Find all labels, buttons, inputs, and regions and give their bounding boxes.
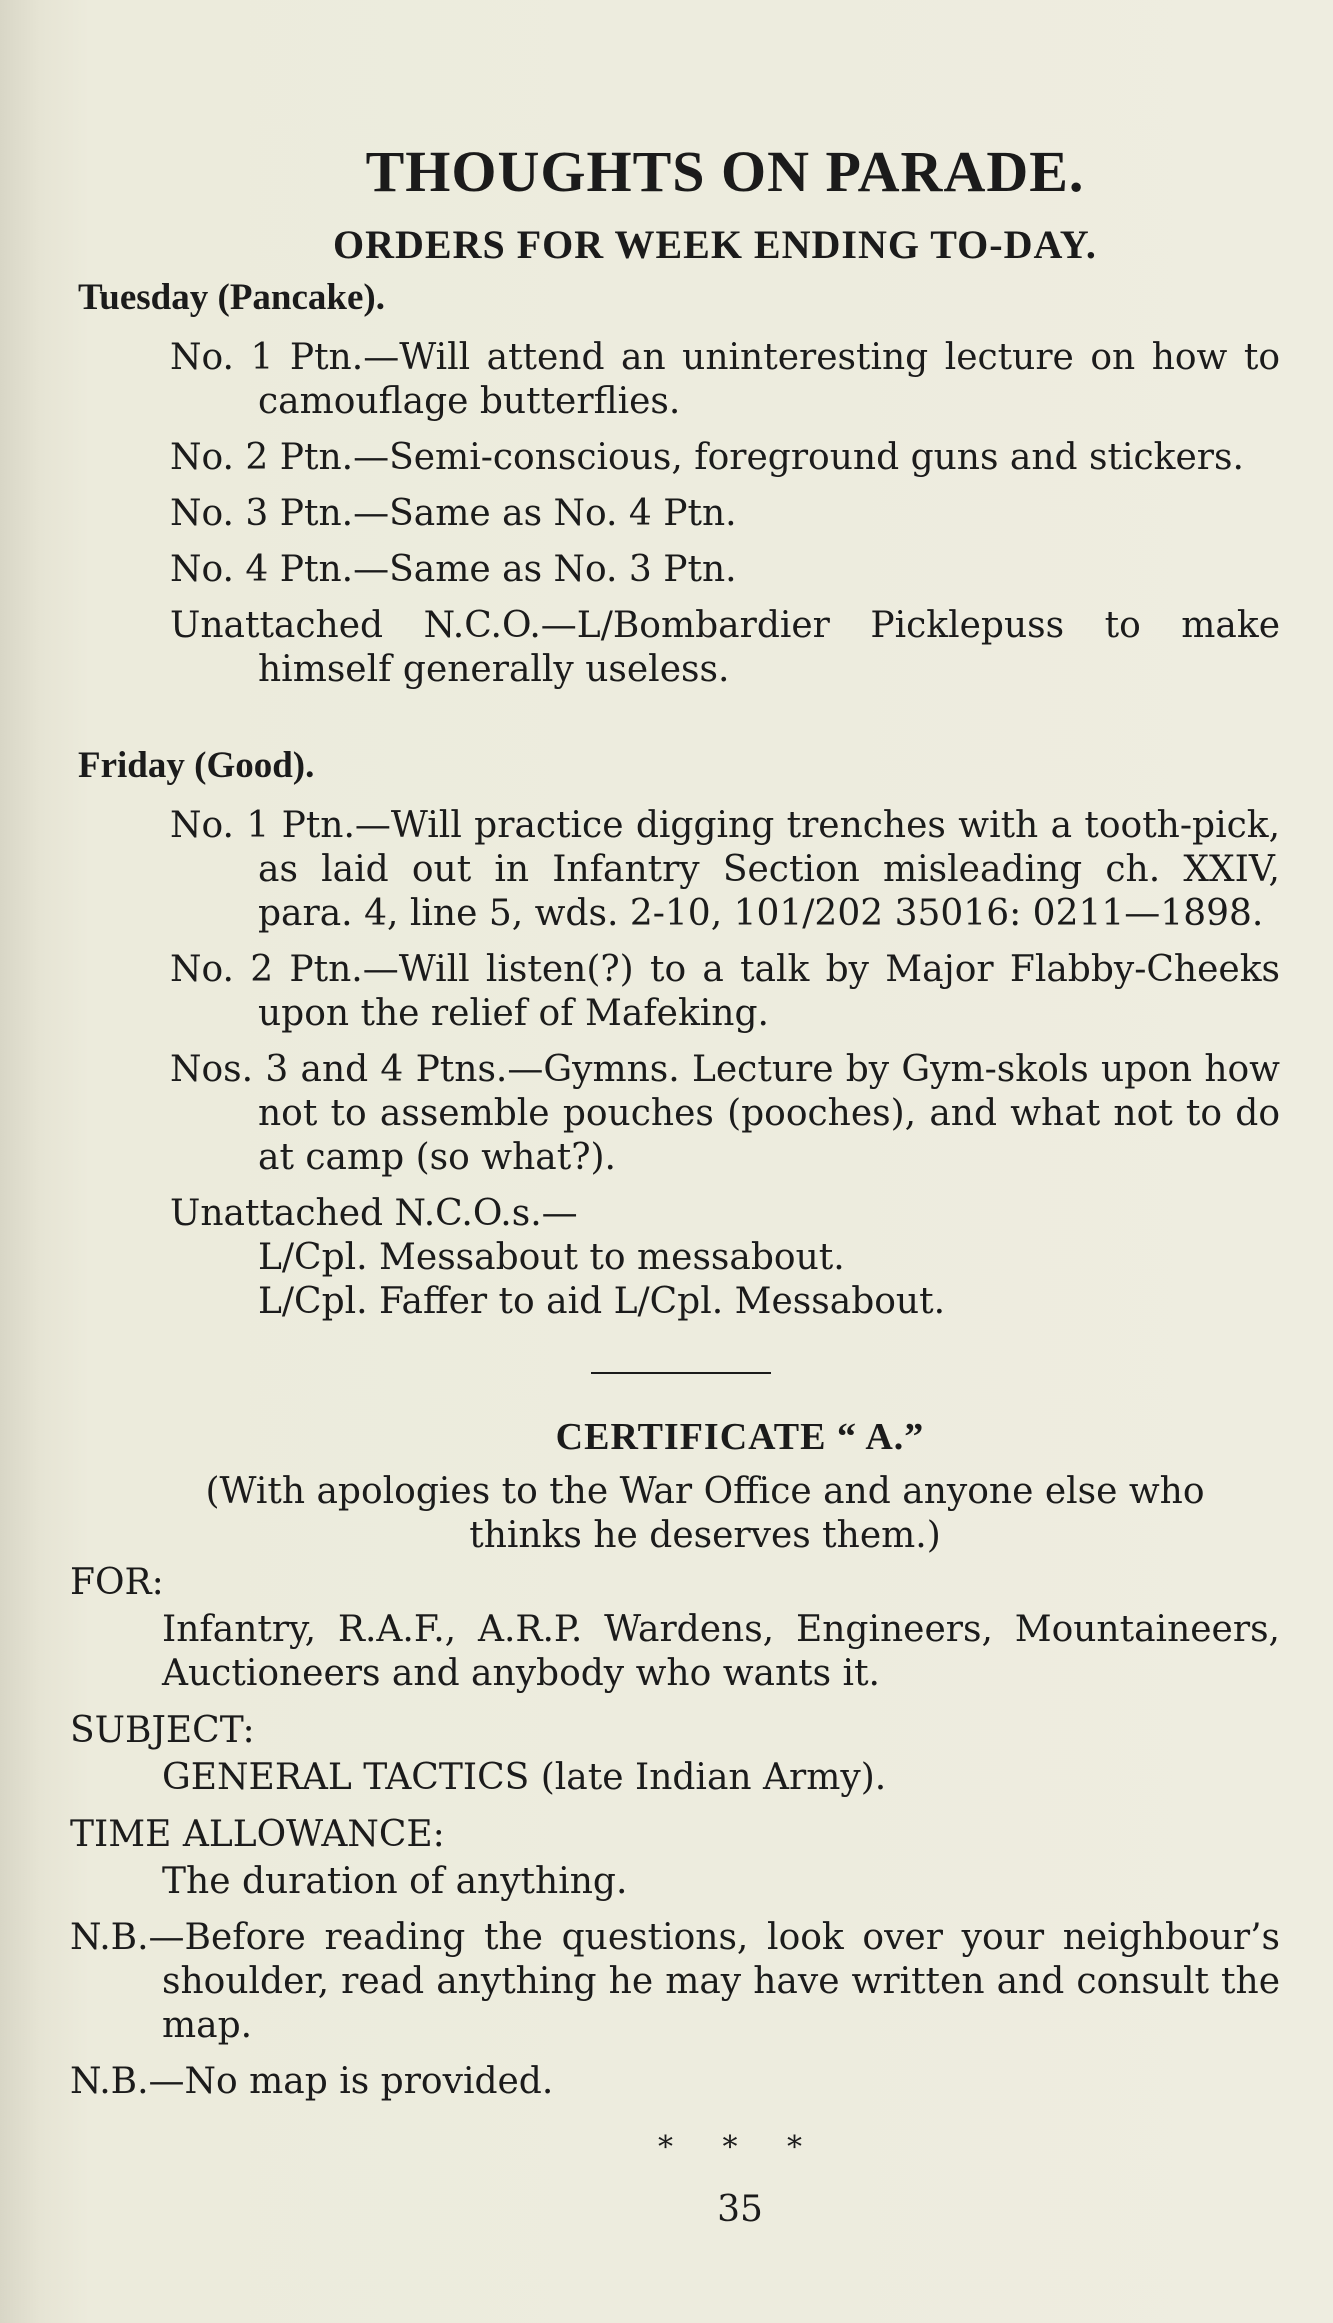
asterism: * * * — [657, 2130, 823, 2165]
day-heading-tuesday: Tuesday (Pancake). — [78, 277, 386, 318]
entry-text: —L/Bombardier Picklepuss to make himself generally useless. — [258, 605, 1280, 690]
field-heading-time-allowance: TIME ALLOWANCE: — [70, 1814, 445, 1855]
entry-text: — — [541, 1193, 578, 1234]
entry-text: —Will attend an uninteresting lecture on how to camouflage butterflies. — [258, 337, 1280, 422]
entry-text: —Will listen(?) to a talk by Major Flabby-Cheeks upon the relief of Mafeking. — [258, 949, 1281, 1034]
certificate-apology: (With apologies to the War Office and anyone else who thinks he deserves them.) — [205, 1471, 1205, 1556]
page-title: THOUGHTS ON PARADE. — [365, 139, 1085, 204]
entry-label: No. 1 Ptn. — [170, 805, 355, 846]
entry-text: —Semi-conscious, foreground guns and stickers. — [353, 437, 1244, 478]
entry-label: Nos. 3 and 4 Ptns. — [170, 1049, 508, 1090]
spacer — [70, 704, 1280, 740]
order-entry — [170, 436, 1280, 480]
order-entry — [170, 804, 1280, 936]
entry-text: —Gymns. Lecture by Gym-skols upon how not to assemble pouches (pooches), and what not to do at camp (so what?). — [258, 1049, 1280, 1178]
field-body-subject: GENERAL TACTICS (late Indian Army). — [162, 1757, 887, 1798]
field-body-for: Infantry, R.A.F., A.R.P. Wardens, Engineers, Mountaineers, Auctioneers and anybody who wants it. — [162, 1609, 1280, 1694]
order-entry — [170, 492, 1280, 536]
entry-label: No. 1 Ptn. — [170, 337, 364, 378]
order-entry — [170, 948, 1280, 1036]
order-entry — [170, 1192, 1280, 1236]
note-nb: N.B.—Before reading the questions, look over your neighbour’s shoulder, read anything he may have written and consult the map. — [70, 1917, 1280, 2046]
entry-text: —Will practice digging trenches with a tooth-pick, as laid out in Infantry Section misleading ch. XXIV, para. 4, line 5, wds. 2-10, 101/202 35016: 0211—1898. — [258, 805, 1281, 934]
order-entry — [170, 1048, 1280, 1180]
order-subline: L/Cpl. Faffer to aid L/Cpl. Messabout. — [258, 1281, 946, 1322]
day-heading-friday: Friday (Good). — [78, 745, 315, 786]
entry-text: —Same as No. 4 Ptn. — [353, 493, 737, 534]
content — [70, 132, 1280, 2232]
field-heading-for: FOR: — [70, 1562, 164, 1603]
note-nb: N.B.—No map is provided. — [70, 2061, 554, 2102]
entry-label: Unattached N.C.O. — [170, 605, 541, 646]
section-divider — [591, 1372, 771, 1374]
entry-label: No. 2 Ptn. — [170, 437, 354, 478]
entry-label: No. 3 Ptn. — [170, 493, 354, 534]
certificate-title: CERTIFICATE “ A.” — [555, 1416, 925, 1458]
entry-text: —Same as No. 3 Ptn. — [353, 549, 737, 590]
order-subline: L/Cpl. Messabout to messabout. — [258, 1237, 845, 1278]
order-entry — [170, 548, 1280, 592]
page-subtitle: ORDERS FOR WEEK ENDING TO-DAY. — [333, 222, 1097, 267]
order-entry — [170, 604, 1280, 692]
entry-label: No. 2 Ptn. — [170, 949, 363, 990]
field-heading-subject: SUBJECT: — [70, 1710, 255, 1751]
entry-label: No. 4 Ptn. — [170, 549, 354, 590]
page-number: 35 — [717, 2189, 763, 2230]
order-entry — [170, 336, 1280, 424]
field-body-time-allowance: The duration of anything. — [162, 1861, 628, 1902]
entry-label: Unattached N.C.O.s. — [170, 1193, 542, 1234]
